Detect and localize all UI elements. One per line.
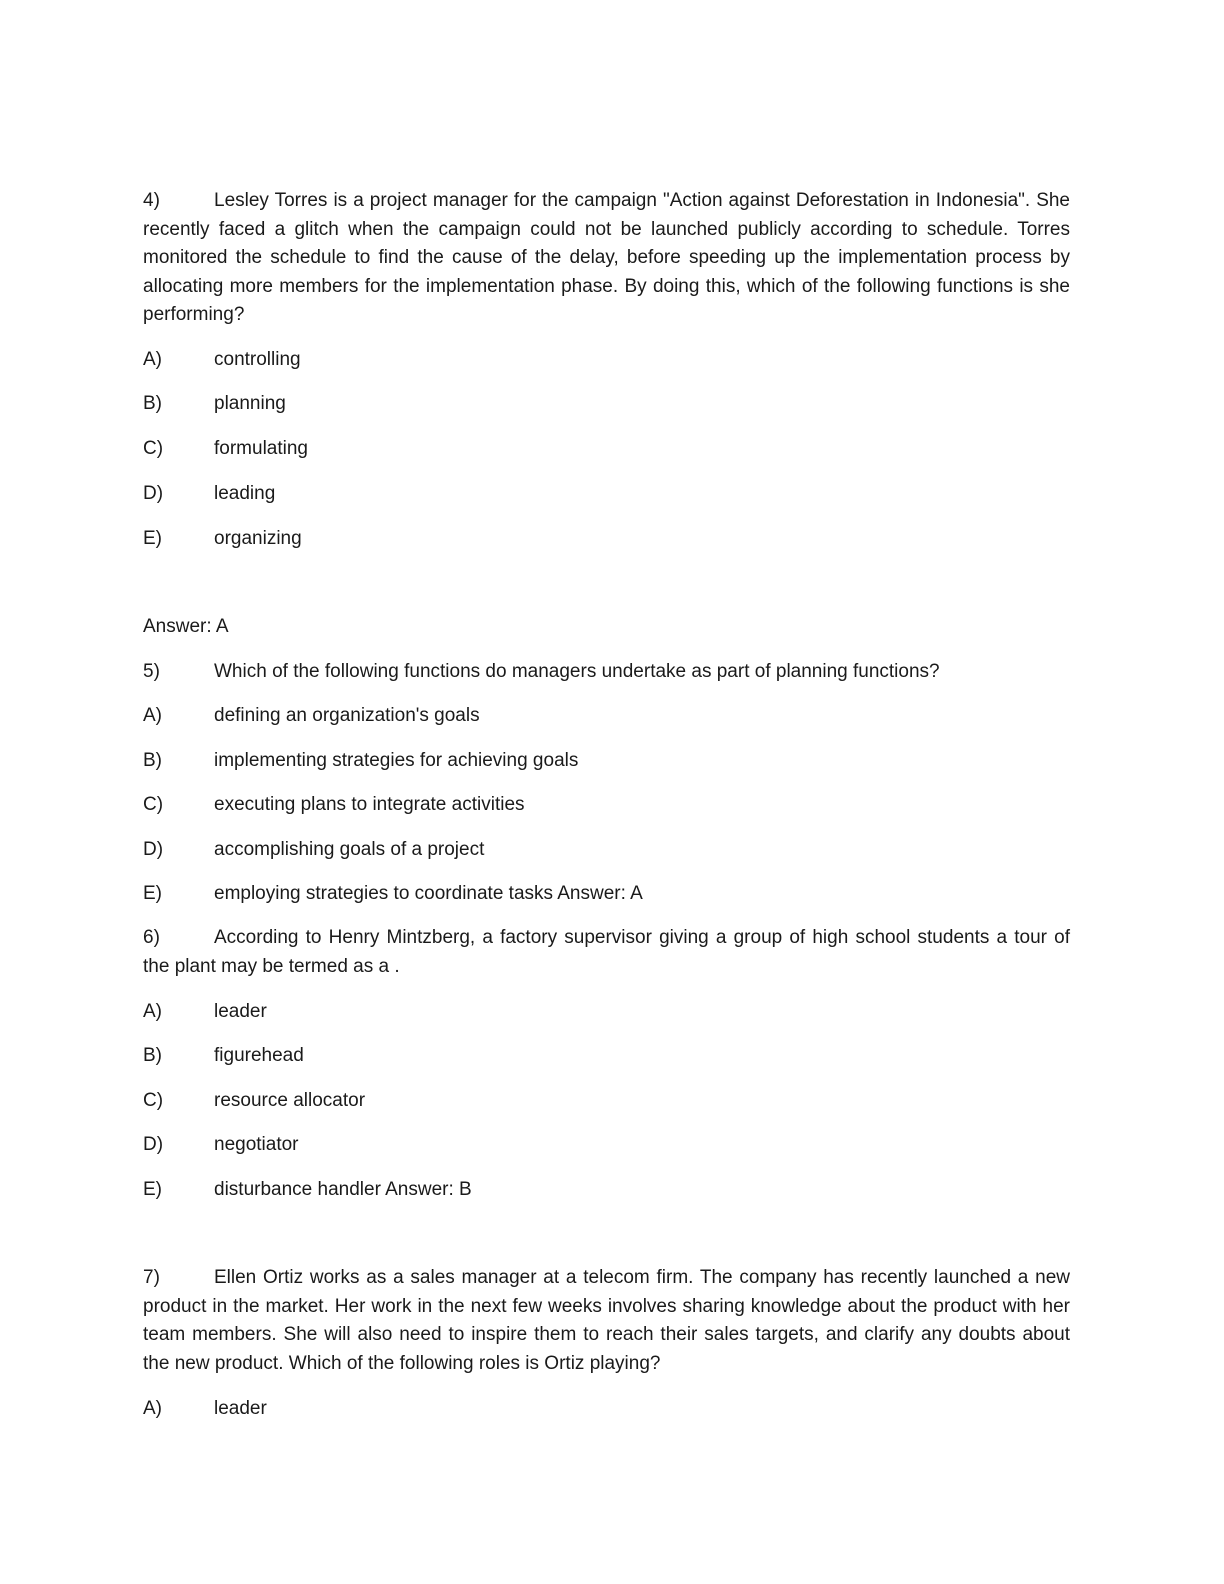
question-4-option-b [143, 391, 286, 417]
document-page [143, 0, 1070, 1584]
option-text: executing plans to integrate activities [214, 794, 525, 815]
question-5-option-c [143, 792, 525, 818]
option-letter: C) [143, 794, 164, 815]
option-text: resource allocator [214, 1090, 366, 1111]
option-text: leader [214, 1001, 267, 1022]
option-letter: E) [143, 528, 162, 549]
option-letter: A) [143, 1001, 162, 1022]
option-text: organizing [214, 528, 302, 549]
option-letter: B) [143, 1045, 162, 1066]
option-letter: A) [143, 349, 162, 370]
question-4-text: Lesley Torres is a project manager for the campaign "Action against Deforestation in Indonesia". She recently faced a glitch when the campaign could not be launched publicly according to schedule. Torres monitored the schedule to find the cause of the delay, before speeding up the implementation process by allocating more members for the implementation phase. By doing this, which of the following functions is she performing? [143, 190, 1070, 326]
question-5-text: Which of the following functions do managers undertake as part of planning functions? [214, 661, 940, 682]
question-5-option-d [143, 837, 484, 863]
option-text: negotiator [214, 1134, 299, 1155]
option-letter: A) [143, 705, 162, 726]
question-4-option-d [143, 481, 275, 507]
option-text: leader [214, 1398, 267, 1419]
option-letter: E) [143, 1179, 162, 1200]
option-text: leading [214, 483, 276, 504]
option-text: controlling [214, 349, 301, 370]
question-4-option-a [143, 347, 301, 373]
question-6-number: 6) [143, 927, 160, 948]
question-7-stem [143, 1264, 1070, 1378]
question-6-stem [143, 924, 1070, 981]
question-5-number: 5) [143, 661, 160, 682]
question-6-option-a [143, 999, 267, 1025]
question-7-text: Ellen Ortiz works as a sales manager at a telecom firm. The company has recently launched a new product in the market. Her work in the next few weeks involves sharing knowledge about the product with her team members. She will also need to inspire them to reach their sales targets, and clarify any doubts about the new product. Which of the following roles is Ortiz playing? [143, 1267, 1070, 1374]
question-5-option-b [143, 748, 578, 774]
option-letter: C) [143, 1090, 164, 1111]
option-letter: D) [143, 839, 164, 860]
question-7-option-a [143, 1396, 267, 1422]
question-6-text: According to Henry Mintzberg, a factory supervisor giving a group of high school students a tour of the plant may be termed as a . [143, 927, 1070, 977]
question-4-stem [143, 187, 1070, 330]
question-6-option-d [143, 1132, 299, 1158]
option-text: formulating [214, 438, 308, 459]
option-letter: A) [143, 1398, 162, 1419]
option-text: employing strategies to coordinate tasks Answer: A [214, 883, 643, 904]
option-text: disturbance handler Answer: B [214, 1179, 472, 1200]
question-5-option-e [143, 881, 643, 907]
option-letter: D) [143, 1134, 164, 1155]
question-6-option-e [143, 1177, 472, 1203]
option-text: implementing strategies for achieving goals [214, 750, 579, 771]
option-letter: C) [143, 438, 164, 459]
option-text: defining an organization's goals [214, 705, 480, 726]
question-4-option-e [143, 526, 302, 552]
option-text: planning [214, 393, 286, 414]
question-6-option-b [143, 1043, 304, 1069]
option-text: figurehead [214, 1045, 304, 1066]
question-6-option-c [143, 1088, 365, 1114]
question-5-option-a [143, 703, 480, 729]
option-letter: E) [143, 883, 162, 904]
option-letter: B) [143, 750, 162, 771]
question-4-option-c [143, 436, 308, 462]
option-text: accomplishing goals of a project [214, 839, 485, 860]
option-letter: B) [143, 393, 162, 414]
option-letter: D) [143, 483, 164, 504]
question-7-number: 7) [143, 1267, 160, 1288]
question-4-answer: Answer: A [143, 616, 229, 637]
question-4-number: 4) [143, 190, 160, 211]
question-5-stem [143, 659, 940, 685]
